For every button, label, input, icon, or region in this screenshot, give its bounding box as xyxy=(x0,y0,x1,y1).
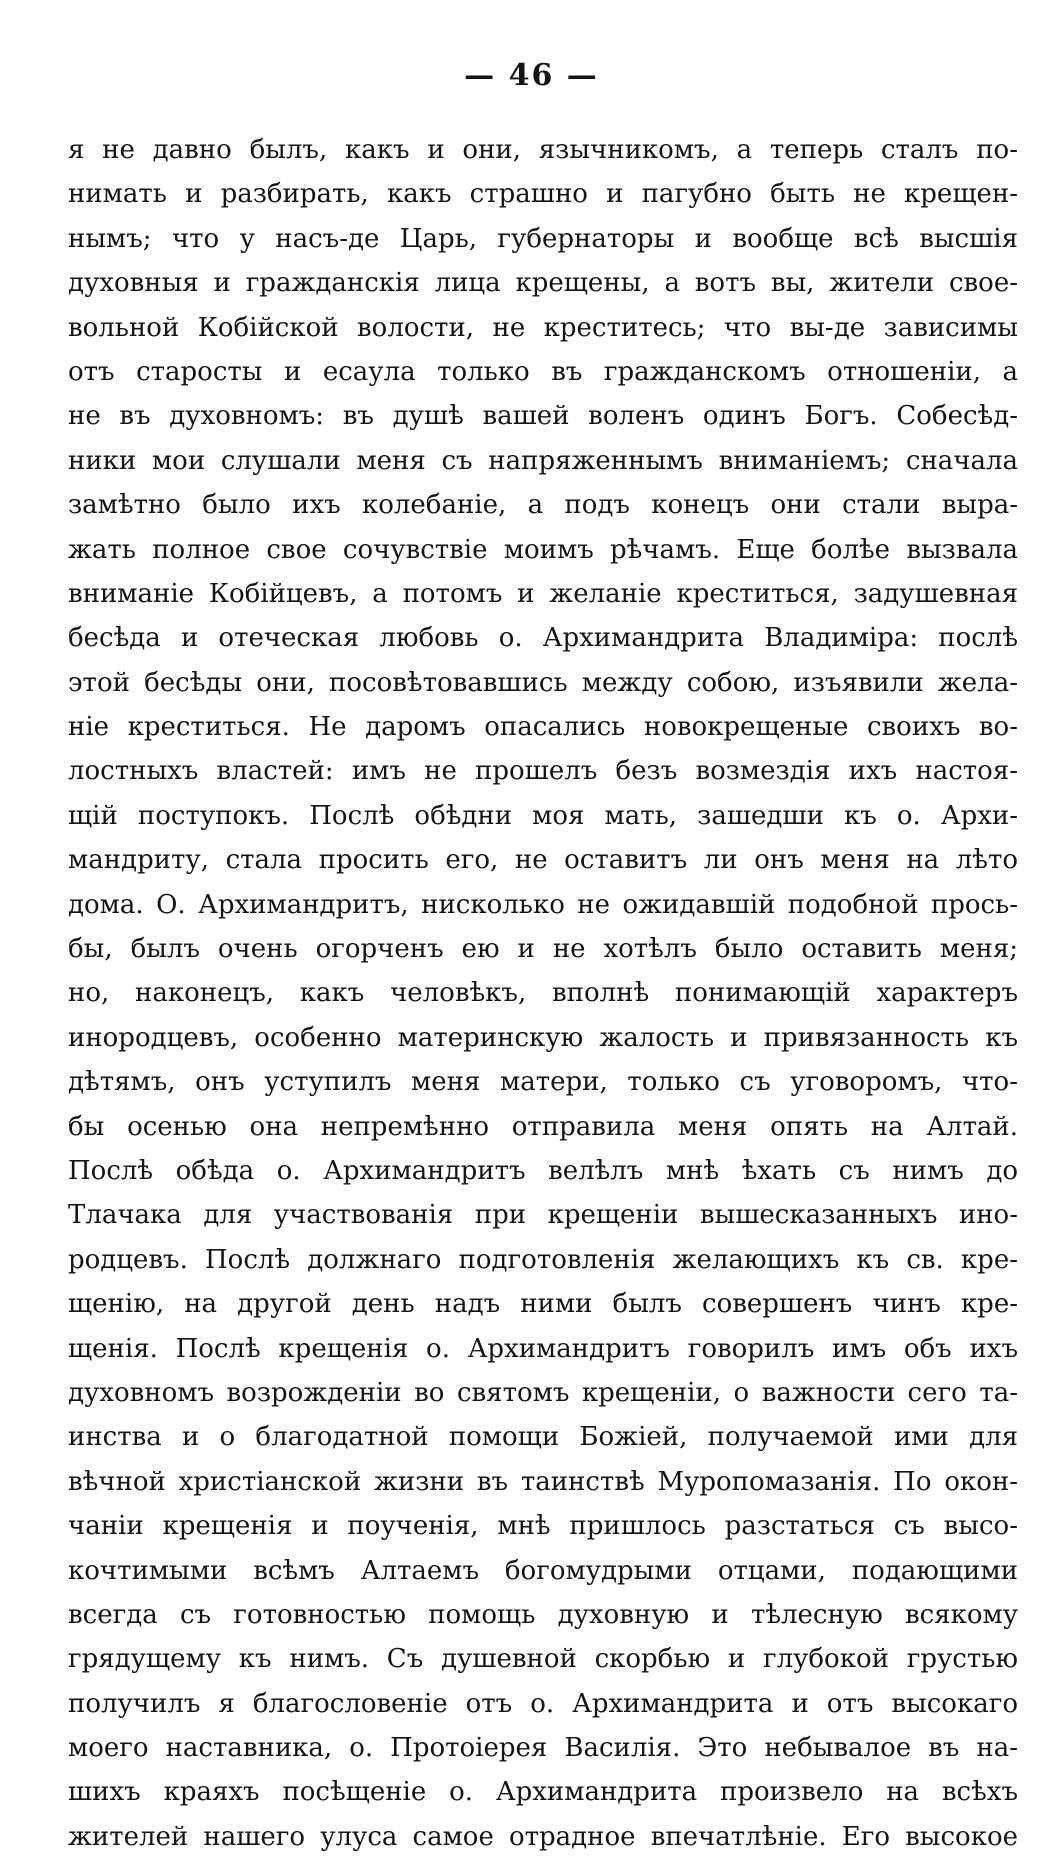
text-line: вниманіе Кобійцевъ, а потомъ и желаніе креститься, задушевная xyxy=(68,578,1018,609)
text-line: Тлачака для участвованія при крещеніи вышесказанныхъ ино- xyxy=(68,1200,1018,1231)
text-line: мандриту, стала просить его, не оставитъ ли онъ меня на лѣто xyxy=(68,845,1018,876)
text-line: всегда съ готовностью помощь духовную и тѣлесную всякому xyxy=(68,1599,1018,1630)
text-line: ніе креститься. Не даромъ опасались новокрещеные своихъ во- xyxy=(68,712,1018,743)
text-line: получилъ я благословеніе отъ о. Архимандрита и отъ высокаго xyxy=(68,1688,1018,1719)
text-line: бы осенью она непремѣнно отправила меня опять на Алтай. xyxy=(68,1111,1018,1142)
text-line: дома. О. Архимандритъ, нисколько не ожидавшій подобной прось- xyxy=(68,889,1018,920)
text-line: жать полное свое сочувствіе моимъ рѣчамъ. Еще болѣе вызвала xyxy=(68,534,1018,565)
text-line: не въ духовномъ: въ душѣ вашей воленъ одинъ Богъ. Собесѣд- xyxy=(68,401,1018,432)
text-line: шихъ краяхъ посѣщеніе о. Архимандрита произвело на всѣхъ xyxy=(68,1777,1018,1808)
text-line: дѣтямъ, онъ уступилъ меня матери, только съ уговоромъ, что- xyxy=(68,1067,1018,1098)
text-line: щенія. Послѣ крещенія о. Архимандритъ говорилъ имъ объ ихъ xyxy=(68,1333,1018,1364)
text-line: родцевъ. Послѣ должнаго подготовленія желающихъ къ св. кре- xyxy=(68,1244,1018,1275)
text-line: нимать и разбирать, какъ страшно и пагубно быть не крещен- xyxy=(68,179,1018,210)
text-line: Послѣ обѣда о. Архимандритъ велѣлъ мнѣ ѣхать съ нимъ до xyxy=(68,1155,1018,1186)
text-line: моего наставника, о. Протоіерея Василія. Это небывалое въ на- xyxy=(68,1733,1018,1764)
text-line: вѣчной христіанской жизни въ таинствѣ Муропомазанія. По окон- xyxy=(68,1466,1018,1497)
text-line: жителей нашего улуса самое отрадное впечатлѣніе. Его высокое xyxy=(68,1821,1018,1852)
text-line: этой бесѣды они, посовѣтовавшись между собою, изъявили жела- xyxy=(68,667,1018,698)
page-number: — 46 — xyxy=(464,58,599,93)
text-line: чаніи крещенія и поученія, мнѣ пришлось разстаться съ высо- xyxy=(68,1511,1018,1542)
text-line: духовномъ возрожденіи во святомъ крещеніи, о важности сего та- xyxy=(68,1377,1018,1408)
text-line: бы, былъ очень огорченъ ею и не хотѣлъ было оставить меня; xyxy=(68,934,1018,965)
body-text xyxy=(68,128,1018,1859)
text-line: замѣтно было ихъ колебаніе, а подъ конецъ они стали выра- xyxy=(68,490,1018,521)
text-line: кочтимыми всѣмъ Алтаемъ богомудрыми отцами, подающими xyxy=(68,1555,1018,1586)
text-line: духовныя и гражданскія лица крещены, а вотъ вы, жители свое- xyxy=(68,268,1018,299)
text-line: инородцевъ, особенно материнскую жалость и привязанность къ xyxy=(68,1022,1018,1053)
text-line: щенію, на другой день надъ ними былъ совершенъ чинъ кре- xyxy=(68,1289,1018,1320)
text-line: бесѣда и отеческая любовь о. Архимандрита Владиміра: послѣ xyxy=(68,623,1018,654)
text-line: лостныхъ властей: имъ не прошелъ безъ возмездія ихъ настоя- xyxy=(68,756,1018,787)
text-line: инства и о благодатной помощи Божіей, получаемой ими для xyxy=(68,1422,1018,1453)
text-line: я не давно былъ, какъ и они, язычникомъ, а теперь сталъ по- xyxy=(68,135,1018,165)
text-line: вольной Кобійской волости, не креститесь; что вы-де зависимы xyxy=(68,312,1018,343)
text-line: щій поступокъ. Послѣ обѣдни моя мать, зашедши къ о. Архи- xyxy=(68,800,1018,831)
text-line: отъ старосты и есаула только въ гражданскомъ отношеніи, а xyxy=(68,356,1018,387)
text-line: нымъ; что у насъ-де Царь, губернаторы и вообще всѣ высшія xyxy=(68,223,1018,254)
text-line: грядущему къ нимъ. Съ душевной скорбью и глубокой грустью xyxy=(68,1644,1018,1675)
text-line: ники мои слушали меня съ напряженнымъ вниманіемъ; сначала xyxy=(68,445,1018,476)
text-line: но, наконецъ, какъ человѣкъ, вполнѣ понимающій характеръ xyxy=(68,978,1018,1009)
